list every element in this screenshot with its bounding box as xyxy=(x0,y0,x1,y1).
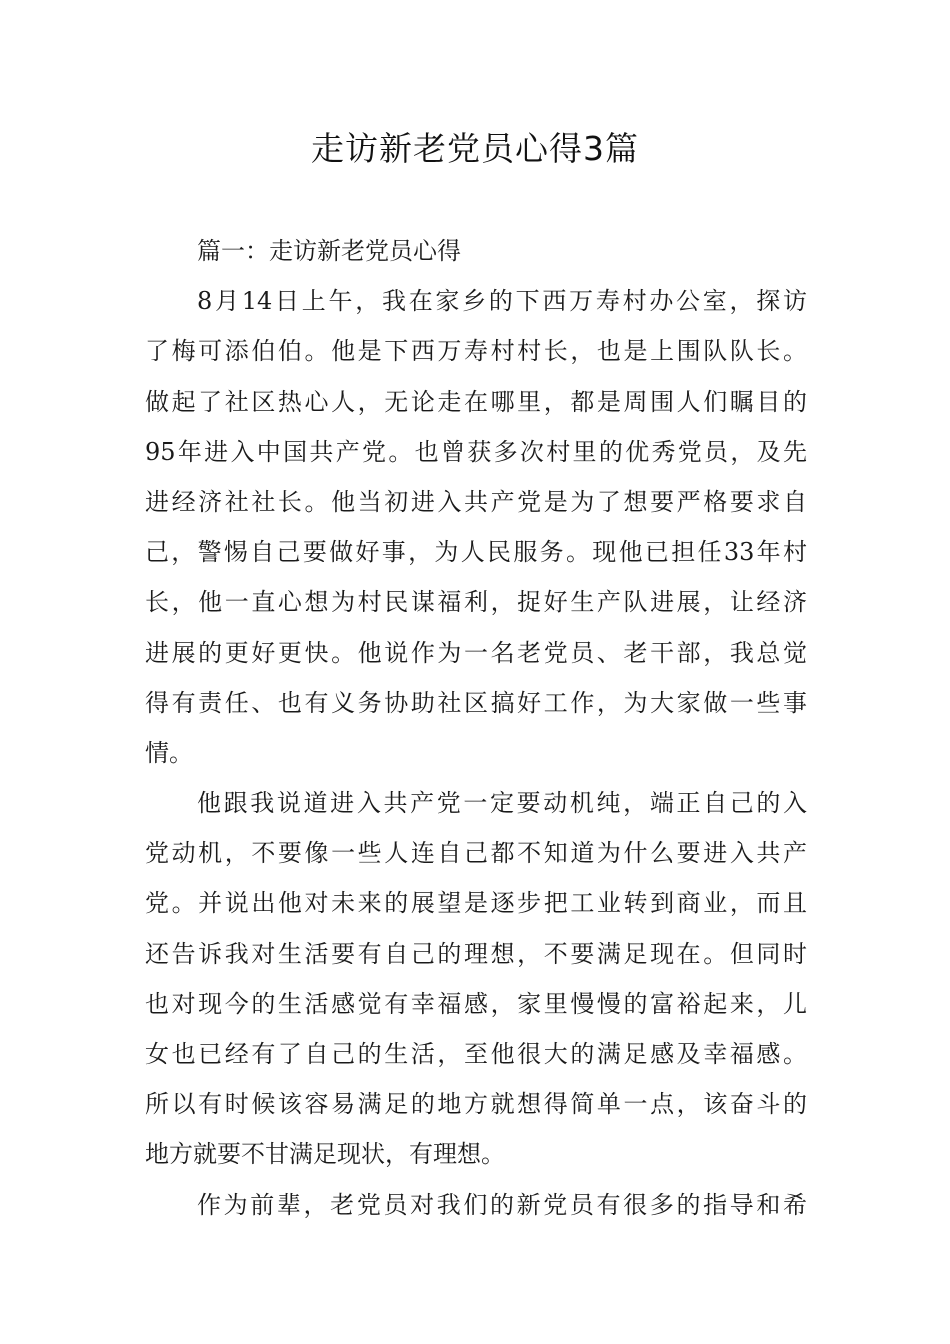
paragraph-line: 进展的更好更快。他说作为一名老党员、老干部，我总觉 xyxy=(145,638,807,667)
paragraph-line: 进经济社社长。他当初进入共产党是为了想要严格要求自 xyxy=(145,487,807,516)
paragraph-line: 做起了社区热心人，无论走在哪里，都是周围人们瞩目的 xyxy=(145,387,807,416)
paragraph-line: 女也已经有了自己的生活，至他很大的满足感及幸福感。 xyxy=(145,1040,807,1068)
paragraph-line: 情。 xyxy=(145,738,193,767)
paragraph-line: 作为前辈，老党员对我们的新党员有很多的指导和希 xyxy=(197,1190,807,1219)
paragraph-line: 8月14日上午，我在家乡的下西万寿村办公室，探访 xyxy=(197,287,807,316)
paragraph-line: 他跟我说道进入共产党一定要动机纯，端正自己的入 xyxy=(197,789,807,818)
paragraph-line: 还告诉我对生活要有自己的理想，不要满足现在。但同时 xyxy=(145,939,807,968)
section-heading: 篇一：走访新老党员心得 xyxy=(197,237,461,265)
paragraph-line: 也对现今的生活感觉有幸福感，家里慢慢的富裕起来，儿 xyxy=(145,989,807,1018)
paragraph-line: 党。并说出他对未来的展望是逐步把工业转到商业，而且 xyxy=(145,889,807,918)
document-title: 走访新老党员心得3篇 xyxy=(311,129,639,168)
paragraph-line: 地方就要不甘满足现状，有理想。 xyxy=(145,1140,505,1169)
paragraph-line: 95年进入中国共产党。也曾获多次村里的优秀党员，及先 xyxy=(145,437,807,466)
paragraph-line: 了梅可添伯伯。他是下西万寿村村长，也是上围队队长。 xyxy=(145,337,807,366)
document-body xyxy=(145,226,807,1230)
paragraph-line: 党动机，不要像一些人连自己都不知道为什么要进入共产 xyxy=(145,839,807,868)
paragraph-line: 所以有时候该容易满足的地方就想得简单一点，该奋斗的 xyxy=(145,1090,807,1119)
paragraph-line: 得有责任、也有义务协助社区搞好工作，为大家做一些事 xyxy=(145,688,807,717)
paragraph-line: 长，他一直心想为村民谋福利，捉好生产队进展，让经济 xyxy=(145,588,807,617)
paragraph-line: 己，警惕自己要做好事，为人民服务。现他已担任33年村 xyxy=(145,538,807,567)
